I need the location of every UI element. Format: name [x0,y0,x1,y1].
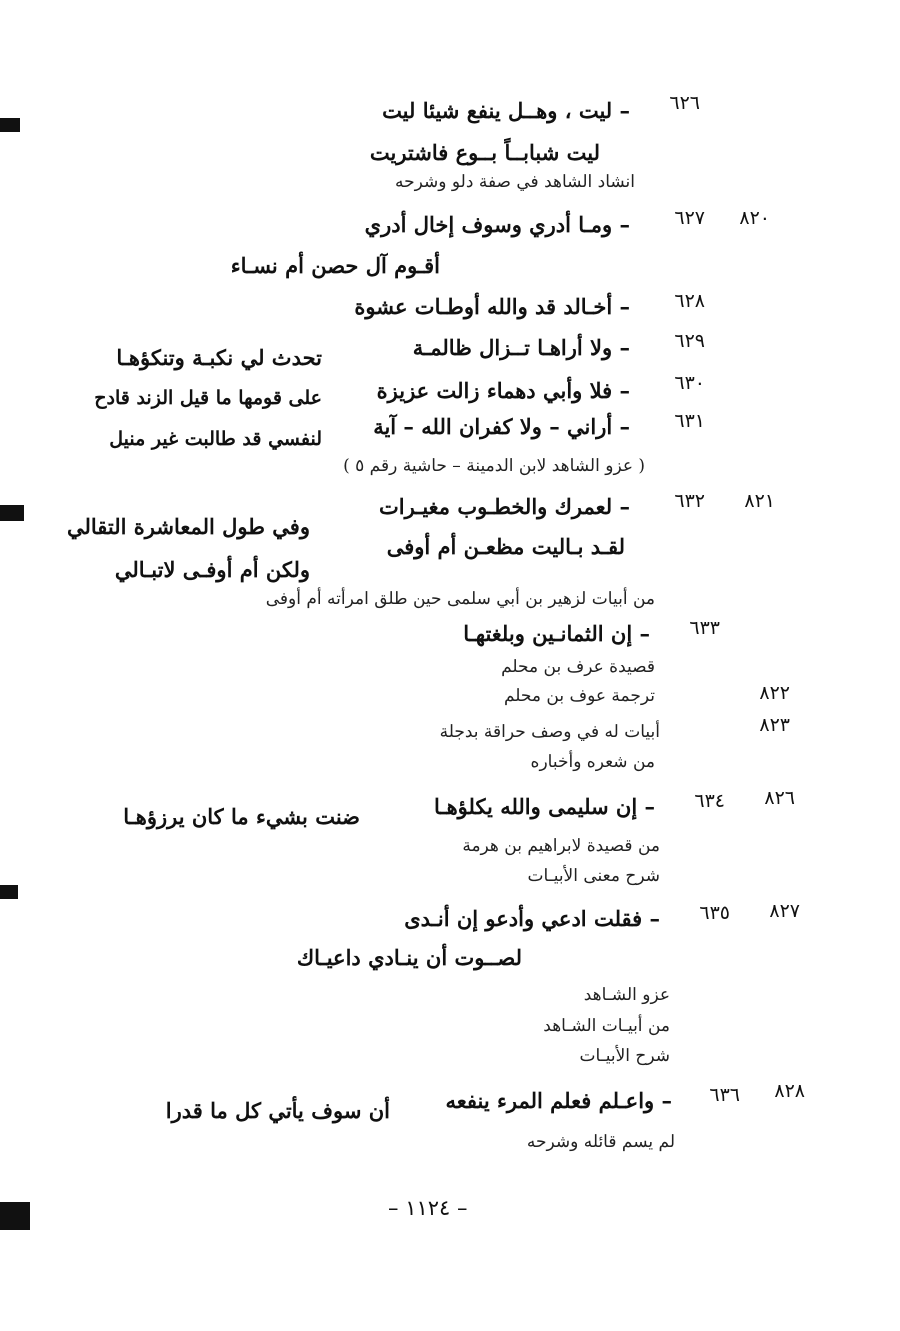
commentary-note: شرح معنى الأبيـات [527,866,660,886]
verse-hemistich-left: وفي طول المعاشرة التقالي [66,514,310,539]
entry-number: ٦٣٤ [694,790,725,812]
page-ref: ٨٢٠ [739,207,770,229]
verse-hemistich-left: ولكن أم أوفـى لاتبـالي [114,557,310,582]
entry-number: ٦٢٨ [674,290,705,312]
commentary-note: قصيدة عرف بن محلم [501,657,655,677]
entry-number: ٦٣٠ [674,372,705,394]
verse-hemistich-right: – إن سليمى والله يكلؤهـا [434,794,655,819]
entry-number: ٦٣٣ [689,617,720,639]
verse-line: – أخـالد قد والله أوطـات عشوة [354,294,630,319]
entry-number: ٦٣٥ [699,902,730,924]
verse-hemistich-right: – واعـلم فعلم المرء ينفعه [445,1088,672,1113]
verse-hemistich-left: ضنت بشيء ما كان يرزؤهـا [123,804,360,829]
verse-line: – إن الثمانـين وبلغتهـا [463,621,650,646]
verse-line: – ليت ، وهــل ينفع شيئا ليت [382,98,630,123]
entry-number: ٦٢٦ [669,92,700,114]
verse-hemistich-right: – فلا وأبي دهماء زالت عزيزة [376,378,630,403]
commentary-note: ( عزو الشاهد لابن الدمينة – حاشية رقم ٥ ) [343,456,645,476]
verse-hemistich-left: أن سوف يأتي كل ما قدرا [165,1098,390,1123]
verse-hemistich-right: – ولا أراهـا تــزال ظالمـة [412,335,630,360]
entry-number: ٦٣١ [674,410,705,432]
page-ref: ٨٢٣ [759,714,790,736]
verse-line: لصــوت أن ينـادي داعيـاك [296,945,522,970]
entry-number: ٦٢٩ [674,330,705,352]
commentary-note: من أبيات لزهير بن أبي سلمى حين طلق امرأته أم أوفى [265,589,655,609]
commentary-note: انشاد الشاهد في صفة دلو وشرحه [395,172,635,192]
entry-number: ٦٣٢ [674,490,705,512]
verse-hemistich-right: لقـد بـاليت مظعـن أم أوفى [386,534,625,559]
commentary-note: لم يسم قائله وشرحه [526,1132,675,1152]
verse-hemistich-left: تحدث لي نكبـة وتنكؤهـا [116,345,322,370]
page-ref: ٨٢١ [744,490,775,512]
verse-hemistich-left: على قومها ما قيل الزند قادح [94,387,322,409]
entry-number: ٦٣٦ [709,1084,740,1106]
commentary-note: شرح الأبيـات [579,1046,670,1066]
commentary-note: ترجمة عوف بن محلم [503,686,655,706]
verse-line: أقـوم آل حصن أم نسـاء [230,253,440,278]
verse-line: – فقلت ادعي وأدعو إن أنـدى [404,906,660,931]
edge-mark-1 [0,118,20,132]
edge-mark-2 [0,505,24,521]
verse-hemistich-left: لنفسي قد طالبت غير منيل [109,428,322,450]
commentary-note: من قصيدة لابراهيم بن هرمة [462,836,660,856]
page-ref: ٨٢٢ [759,682,790,704]
commentary-note: عزو الشـاهد [583,985,670,1005]
commentary-note: أبيات له في وصف حراقة بدجلة [439,722,660,742]
commentary-note: من أبيـات الشـاهد [543,1016,670,1036]
verse-hemistich-right: – لعمرك والخطـوب مغيـرات [379,494,630,519]
verse-line: – ومـا أدري وسوف إخال أدري [364,212,630,237]
edge-mark-3 [0,885,18,899]
page-ref: ٨٢٧ [769,900,800,922]
verse-line: ليت شبابــاً بــوع فاشتريت [369,140,600,165]
edge-mark-4 [0,1202,30,1230]
commentary-note: من شعره وأخباره [530,752,655,772]
page-ref: ٨٢٨ [774,1080,805,1102]
verse-hemistich-right: – أراني – ولا كفران الله – آية [373,414,630,439]
page-number: – ١١٢٤ – [388,1196,468,1220]
entry-number: ٦٢٧ [674,207,705,229]
page-ref: ٨٢٦ [764,787,795,809]
